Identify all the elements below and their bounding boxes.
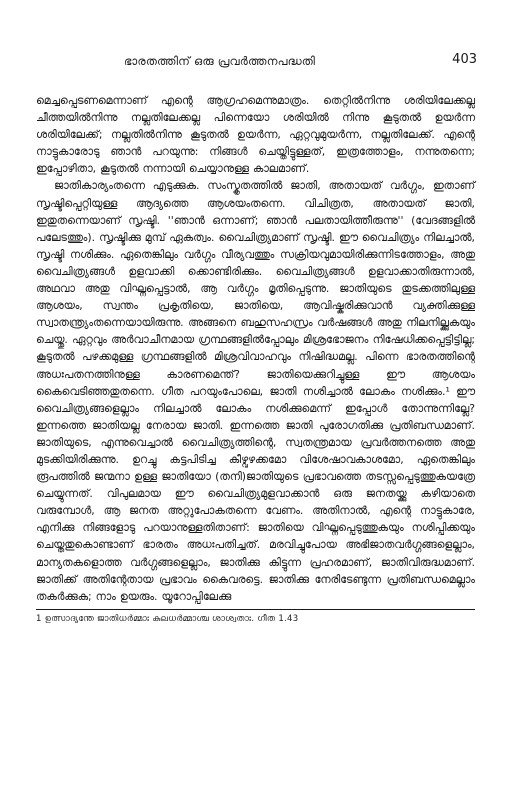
footnote: 1 ഉത്സാദ്യന്തേ ജാതിധർമ്മാഃ കുലധർമ്മാശ്ച ശാശ്വതാഃ. ഗീത 1.43 bbox=[36, 613, 299, 624]
running-title: ഭാരതത്തിന് ഒരു പ്രവർത്തനപദ്ധതി bbox=[124, 54, 316, 68]
paragraph-2: ജാതികാര്യംതന്നെ എടുക്കുക. സംസ്കൃതത്തിൽ ജാതി, അതായത് വർഗ്ഗം, ഇതാണ് സൃഷ്ടിപ്പെറ്റിയുള്ള ആദ്യത്തെ ആശയംതന്നെ. വിചിത്രത, അതായത് ജാതി, ഇതുതന്നെയാണ് സൃഷ്ടി. ''ഞാൻ ഒന്നാണ്; ഞാൻ പലതായിത്തീരുന്നു'' (വേദങ്ങളിൽ പലേടത്തും). സൃഷ്ടിക്കു മുമ്പ് ഏകത്വം. വൈചിത്ര്യമാണ് സൃഷ്ടി. ഈ വൈചിത്ര്യം നിലച്ചാൽ, സൃഷ്ടി നശിക്കും. ഏതെങ്കിലും വർഗ്ഗം വീര്യവത്തും സക്രിയവുമായിരിക്കുന്നിടത്തോളം, അതു വൈചിത്ര്യങ്ങൾ ഉളവാക്കി ക്കൊണ്ടിരിക്കും. വൈചിത്ര്യങ്ങൾ ഉളവാക്കാതിരുന്നാൽ, അഥവാ അതു വിഘ്നപ്പെട്ടാൽ, ആ വർഗ്ഗം മൃതിപ്പെടുന്നു. ജാതിയുടെ തുടക്കത്തിലുള്ള ആശയം, സ്വന്തം പ്രകൃതിയെ, ജാതിയെ, ആവിഷ്കരിക്കുവാൻ വ്യക്തിക്കുള്ള സ്വാതന്ത്ര്യംതന്നെയായിരുന്നു. അങ്ങനെ ബഹുസഹസ്രം വർഷങ്ങൾ അതു നിലനില്ക്കുകയും ചെയ്തു. ഏറ്റവും അർവാചീനമായ ഗ്രന്ഥങ്ങളിൽപ്പോലും മിശ്രഭോജനം നിഷേധിക്കപ്പെട്ടിട്ടില്ല; കൂടുതൽ പഴക്കമുള്ള ഗ്രന്ഥങ്ങളിൽ മിശ്രവിവാഹവും നിഷിദ്ധമല്ല. പിന്നെ ഭാരതത്തിന്റെ അധഃപതനത്തിനുള്ള കാരണമെന്ത്? ജാതിയെക്കുറിച്ചുള്ള ഈ ആശയം കൈവെടിഞ്ഞതുതന്നെ. ഗീത പറയുംപോലെ, ജാതി നശിച്ചാൽ ലോകം നശിക്കും.¹ ഈ വൈചിത്ര്യങ്ങളെല്ലാം നിലച്ചാൽ ലോകം നശിക്കുമെന്ന് ഇപ്പോൾ തോന്നുന്നില്ലേ? ഇന്നത്തെ ജാതിയല്ല നേരായ ജാതി. ഇന്നത്തെ ജാതി പുരോഗതിക്കു പ്രതിബന്ധമാണ്. ജാതിയുടെ, എന്നുവെച്ചാൽ വൈചിത്ര്യത്തിന്റെ, സ്വതന്ത്രമായ പ്രവർത്തനത്തെ അതു മുടക്കിയിരിക്കുന്നു. ഉറച്ചു കട്ടപിടിച്ച കീഴ്വഴക്കമോ വിശേഷാവകാശമോ, ഏതെങ്കിലും രൂപത്തിൽ ജന്മനാ ഉള്ള ജാതിയോ (തനി)ജാതിയുടെ പ്രഭാവത്തെ തടസ്സപ്പെടുത്തുകയത്രേ ചെയ്യുന്നത്. വിപുലമായ ഈ വൈചിത്ര്യമുളവാക്കാൻ ഒരു ജനതയ്ക്കു കഴിയാതെ വരുമ്പോൾ, ആ ജനത അറ്റുപോകതന്നെ വേണം. അതിനാൽ, എന്റെ നാട്ടുകാരേ, എനിക്കു നിങ്ങളോടു പറയാനുള്ളതിതാണ്: ജാതിയെ വിഘ്നപ്പെടുത്തുകയും നശിപ്പിക്കയും ചെയ്തതുകൊണ്ടാണ് ഭാരതം അധഃപതിച്ചത്. മരവിച്ചുപോയ അഭിജാതവർഗ്ഗങ്ങളെല്ലാം, മാന്യതകളൊത്ത വർഗ്ഗങ്ങളെല്ലാം, ജാതിക്കു കിട്ടുന്ന പ്രഹരമാണ്, ജാതിവിരുദ്ധമാണ്. ജാതിക്ക് അതിന്റേതായ പ്രഭാവം കൈവരട്ടെ. ജാതിക്കു നേരിടേണ്ടുന്ന പ്രതിബന്ധമെല്ലാം തകർക്കുക; നാം ഉയരും. യൂറോപ്പിലേക്കു bbox=[36, 179, 475, 603]
page-number: 403 bbox=[452, 52, 477, 67]
running-head bbox=[36, 48, 475, 72]
body-text bbox=[36, 92, 475, 605]
paragraph-1: മെച്ചപ്പെടണമെന്നാണ് എന്റെ ആഗ്രഹമെന്നുമാത്രം. തെറ്റിൽനിന്നു ശരിയിലേക്കല്ല ചീത്തയിൽനിന്നു നല്ലതിലേക്കല്ല പിന്നെയോ ശരിയിൽ നിന്നു കൂടുതൽ ഉയർന്ന ശരിയിലേക്ക്; നല്ലതിൽനിന്നു കൂടുതൽ ഉയർന്ന, ഏറ്റവുമുയർന്ന, നല്ലതിലേക്ക്. എന്റെ നാട്ടുകാരോടു ഞാൻ പറയുന്നു: നിങ്ങൾ ചെയ്തിട്ടുള്ളത്, ഇത്രത്തോളം, നന്നുതന്നെ; ഇപ്പോഴിതാ, കൂടുതൽ നന്നായി ചെയ്യാനുള്ള കാലമാണ്. bbox=[36, 94, 475, 176]
footnote-divider bbox=[36, 609, 475, 610]
